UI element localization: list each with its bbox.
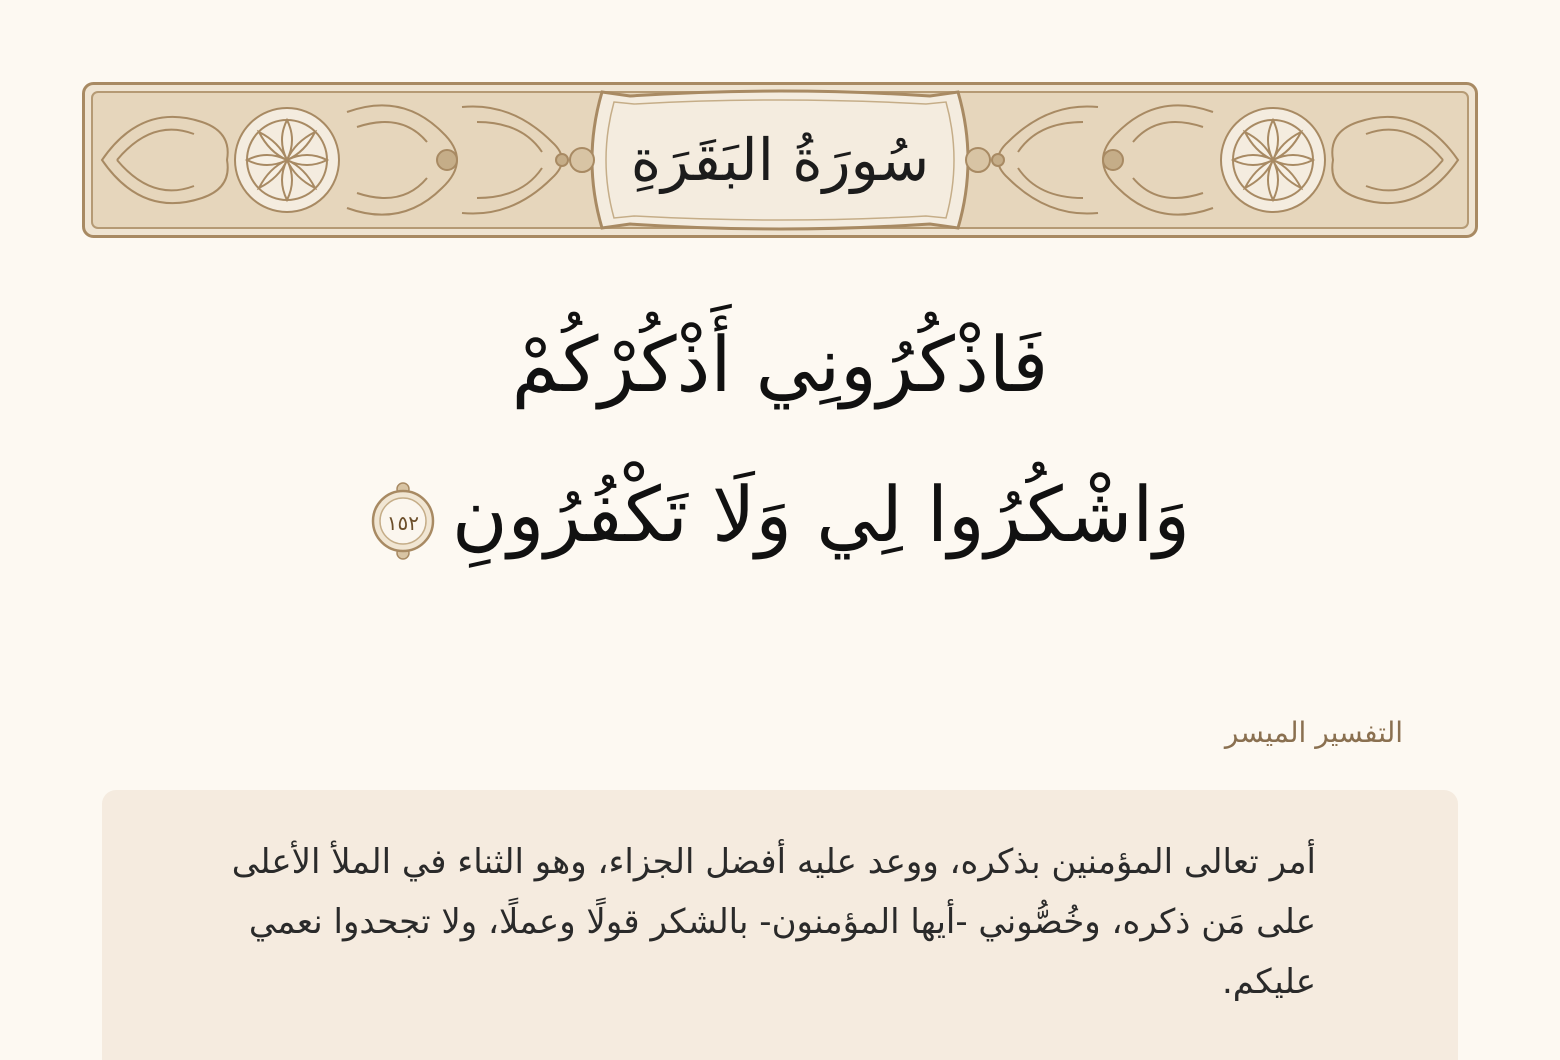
ayah-text xyxy=(200,290,1360,590)
tafsir-label: التفسير الميسر xyxy=(1224,716,1403,749)
tafsir-text: أمر تعالى المؤمنين بذكره، ووعد عليه أفضل الجزاء، وهو الثناء في الملأ الأعلى على مَن ذكره، وخُصُّوني -أيها المؤمنون- بالشكر قولًا وعملًا، ولا تجحدوا نعمي عليكم. xyxy=(231,842,1316,1002)
ayah-number: ١٥٢ xyxy=(386,511,419,535)
ayah-line-1: فَاذْكُرُونِي أَذْكُرْكُمْ xyxy=(511,320,1049,409)
surah-header-banner xyxy=(82,82,1478,238)
surah-title: سُورَةُ البَقَرَةِ xyxy=(630,126,930,194)
tafsir-box xyxy=(102,790,1458,1060)
ayah-line-2-wrapper xyxy=(200,440,1360,590)
ayah-line-2: وَاشْكُرُوا لِي وَلَا تَكْفُرُونِ xyxy=(451,470,1191,559)
ayah-end-marker[interactable] xyxy=(370,479,436,563)
